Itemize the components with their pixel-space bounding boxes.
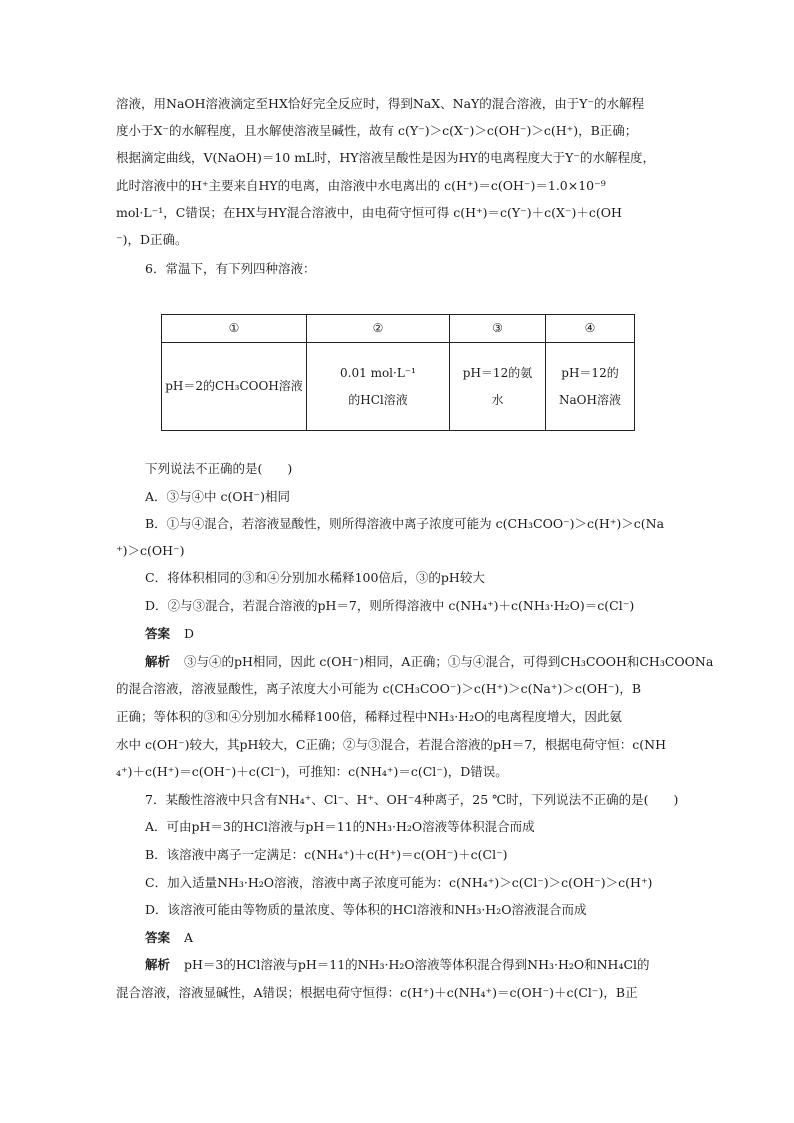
analysis-label: 解析: [145, 654, 171, 669]
text-line: ⁻)，D正确。: [116, 232, 188, 247]
table-header-cell: ①: [162, 315, 307, 343]
text-line: ₄⁺)＋c(H⁺)＝c(OH⁻)＋c(Cl⁻)，可推知：c(NH₄⁺)＝c(Cl⁻)，D错误。: [116, 764, 508, 779]
text-line: 溶液，用NaOH溶液滴定至HX恰好完全反应时，得到NaX、NaY的混合溶液，由于Y⁻的水解程: [116, 96, 645, 111]
option-d: D．②与③混合，若混合溶液的pH＝7，则所得溶液中 c(NH₄⁺)＋c(NH₃·H₂O)＝c(Cl⁻): [145, 598, 635, 613]
answer-row: [145, 930, 193, 946]
option-d: D．该溶液可能由等物质的量浓度、等体积的HCl溶液和NH₃·H₂O溶液混合而成: [145, 902, 587, 917]
option-c: C．加入适量NH₃·H₂O溶液，溶液中离子浓度可能为：c(NH₄⁺)＞c(Cl⁻)＞c(OH⁻)＞c(H⁺): [145, 875, 653, 890]
option-c: C．将体积相同的③和④分别加水稀释100倍后，③的pH较大: [145, 570, 485, 585]
text-line: 度小于X⁻的水解程度，且水解使溶液呈碱性，故有 c(Y⁻)＞c(X⁻)＞c(OH⁻)＞c(H⁺)，B正确；: [116, 123, 638, 138]
cell-text: pH＝12的氨: [462, 365, 533, 380]
table-header-cell: ②: [307, 315, 450, 343]
text-line: 混合溶液，溶液显碱性，A错误；根据电荷守恒得：c(H⁺)＋c(NH₄⁺)＝c(OH⁻)＋c(Cl⁻)，B正: [116, 985, 638, 1000]
answer-value: A: [184, 930, 194, 945]
answer-label: 答案: [145, 930, 171, 945]
text-line: mol·L⁻¹，C错误；在HX与HY混合溶液中，由电荷守恒可得 c(H⁺)＝c(Y⁻)＋c(X⁻)＋c(OH: [116, 205, 622, 220]
table-header-cell: ③: [450, 315, 546, 343]
option-b-continued: ⁺)＞c(OH⁻): [116, 543, 185, 558]
cell-text: 0.01 mol·L⁻¹: [340, 365, 416, 380]
question-6-stem: 6．常温下，有下列四种溶液：: [145, 261, 316, 276]
text-line: 正确；等体积的③和④分别加水稀释100倍，稀释过程中NH₃·H₂O的电离程度增大，因此氨: [116, 709, 622, 724]
solutions-table: [161, 314, 635, 431]
question-7-stem: 7．某酸性溶液中只含有NH₄⁺、Cl⁻、H⁺、OH⁻4种离子，25 ℃时，下列说法不正确的是( ): [145, 792, 679, 807]
analysis-row: [145, 957, 650, 973]
cell-text: 水: [491, 392, 504, 407]
text-line: 水中 c(OH⁻)较大，其pH较大，C正确；②与③混合，若混合溶液的pH＝7，根据电荷守恒：c(NH: [116, 737, 667, 752]
answer-value: D: [184, 626, 195, 641]
analysis-text: pH＝3的HCl溶液与pH＝11的NH₃·H₂O溶液等体积混合得到NH₃·H₂O和NH₄Cl的: [184, 957, 650, 972]
cell-text: pH＝12的: [561, 365, 619, 380]
answer-row: [145, 626, 194, 642]
text-line: 的混合溶液，溶液显酸性，离子浓度大小可能为 c(CH₃COO⁻)＞c(H⁺)＞c(Na⁺)＞c(OH⁻)，B: [116, 681, 642, 696]
analysis-text: ③与④的pH相同，因此 c(OH⁻)相同，A正确；①与④混合，可得到CH₃COOH和CH₃COONa: [184, 654, 714, 669]
option-b: B．①与④混合，若溶液显酸性，则所得溶液中离子浓度可能为 c(CH₃COO⁻)＞c(H⁺)＞c(Na: [145, 516, 665, 531]
cell-text: pH＝2的CH₃COOH溶液: [165, 379, 303, 393]
question-6-prompt: 下列说法不正确的是( ): [145, 461, 293, 476]
analysis-row: [145, 654, 713, 670]
option-b: B．该溶液中离子一定满足：c(NH₄⁺)＋c(H⁺)＝c(OH⁻)＋c(Cl⁻): [145, 847, 508, 862]
table-cell: [307, 343, 450, 431]
text-line: 此时溶液中的H⁺主要来自HY的电离，由溶液中水电离出的 c(H⁺)＝c(OH⁻)＝1.0×10⁻⁹: [116, 178, 606, 193]
cell-text: 的HCl溶液: [348, 392, 408, 407]
table-cell: [450, 343, 546, 431]
text-line: 根据滴定曲线，V(NaOH)＝10 mL时，HY溶液呈酸性是因为HY的电离程度大于Y⁻的水解程度，: [116, 150, 656, 165]
table-cell: [162, 343, 307, 431]
table-cell: [546, 343, 635, 431]
analysis-label: 解析: [145, 957, 171, 972]
answer-label: 答案: [145, 626, 171, 641]
cell-text: NaOH溶液: [559, 392, 621, 407]
table-header-cell: ④: [546, 315, 635, 343]
option-a: A．③与④中 c(OH⁻)相同: [145, 489, 291, 504]
option-a: A．可由pH＝3的HCl溶液与pH＝11的NH₃·H₂O溶液等体积混合而成: [145, 819, 535, 834]
